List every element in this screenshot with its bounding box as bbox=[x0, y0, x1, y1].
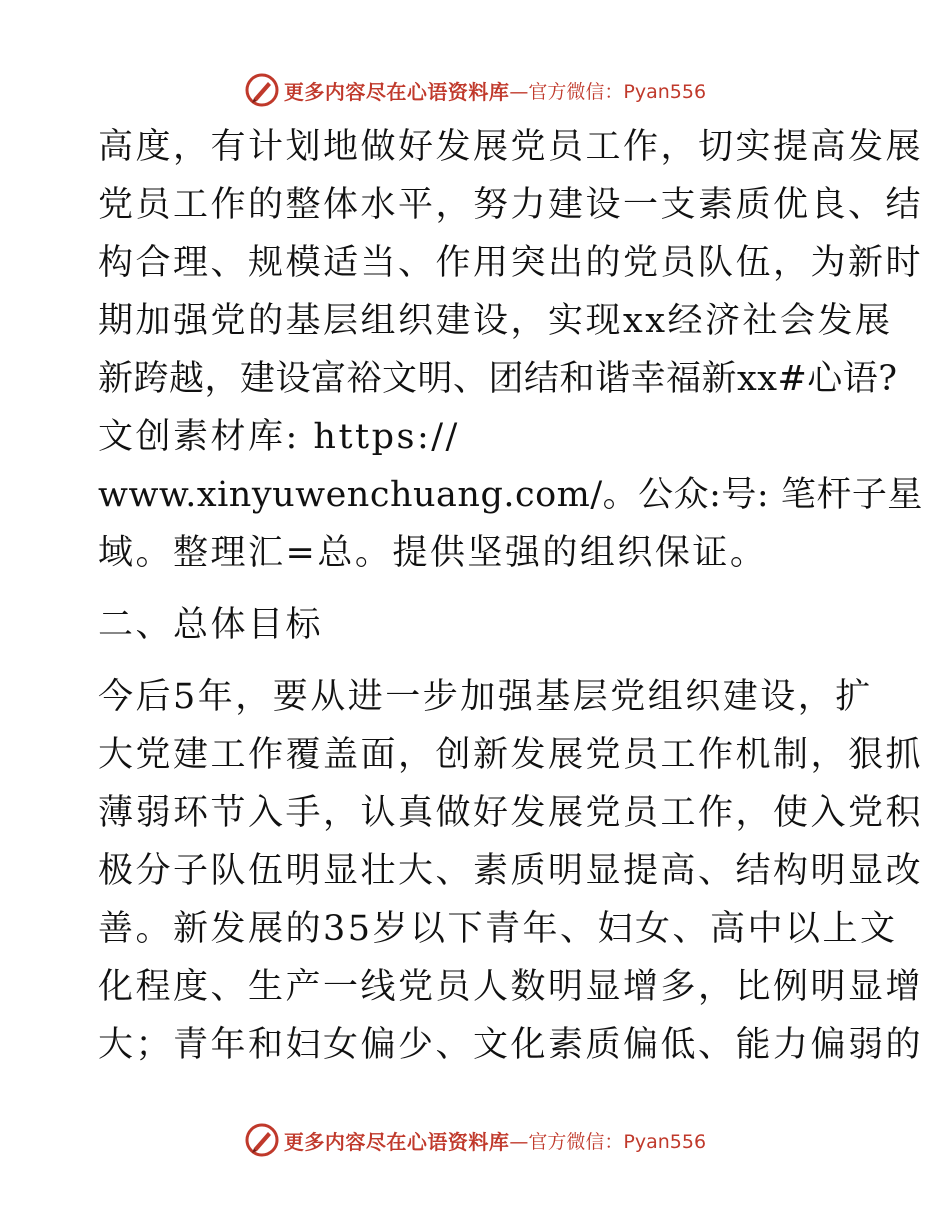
document-body bbox=[98, 118, 924, 1074]
pen-logo-icon bbox=[244, 72, 280, 108]
banner-wechat: —官方微信：Pyan556 bbox=[509, 1130, 707, 1153]
footer-banner bbox=[0, 1120, 950, 1160]
text-line: 期加强党的基层组织建设，实现xx经济社会发展 bbox=[98, 301, 893, 341]
text-line: 域。整理汇=总。提供坚强的组织保证。 bbox=[98, 533, 768, 573]
text-line: 今后5年，要从进一步加强基层党组织建设，扩 bbox=[98, 677, 873, 717]
text-line: 党员工作的整体水平，努力建设一支素质优良、结 bbox=[98, 185, 924, 225]
text-line: 极分子队伍明显壮大、素质明显提高、结构明显改 bbox=[98, 851, 924, 891]
pen-logo-icon bbox=[244, 1122, 280, 1158]
text-line: 化程度、生产一线党员人数明显增多，比例明显增 bbox=[98, 967, 924, 1007]
banner-slogan: 更多内容尽在心语资料库 bbox=[283, 1129, 510, 1154]
header-banner bbox=[0, 70, 950, 110]
text-line: www.xinyuwenchuang.com/。公众:号: 笔杆子星 bbox=[98, 475, 923, 515]
section-heading: 二、总体目标 bbox=[98, 605, 324, 645]
text-line: 文创素材库: https:// bbox=[98, 417, 460, 457]
paragraph-2 bbox=[98, 668, 924, 1074]
banner-slogan: 更多内容尽在心语资料库 bbox=[283, 79, 510, 104]
text-line: 大；青年和妇女偏少、文化素质偏低、能力偏弱的 bbox=[98, 1025, 924, 1065]
text-line: 大党建工作覆盖面，创新发展党员工作机制，狠抓 bbox=[98, 735, 924, 775]
banner-wechat: —官方微信：Pyan556 bbox=[509, 80, 707, 103]
text-line: 薄弱环节入手，认真做好发展党员工作，使入党积 bbox=[98, 793, 924, 833]
text-line: 高度，有计划地做好发展党员工作，切实提高发展 bbox=[98, 127, 924, 167]
text-line: 善。新发展的35岁以下青年、妇女、高中以上文 bbox=[98, 909, 898, 949]
text-line: 构合理、规模适当、作用突出的党员队伍，为新时 bbox=[98, 243, 924, 283]
paragraph-1 bbox=[98, 118, 924, 582]
text-line: 新跨越，建设富裕文明、团结和谐幸福新xx#心语? bbox=[98, 359, 898, 399]
